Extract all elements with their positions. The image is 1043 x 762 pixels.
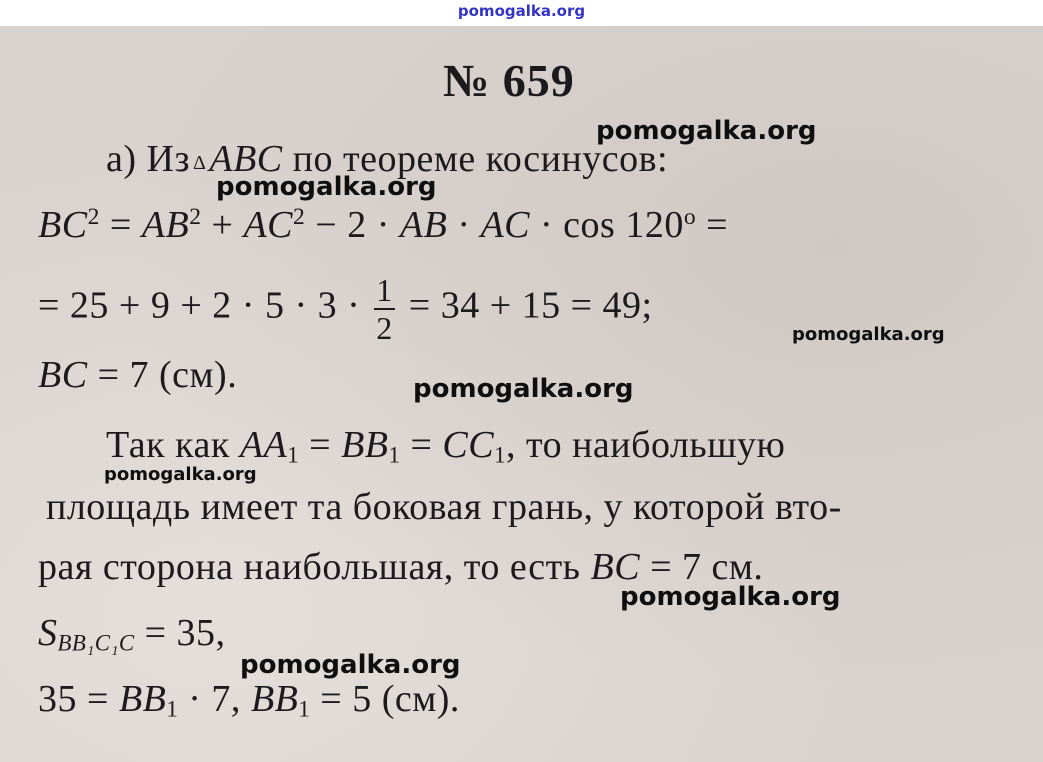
exp: 2 <box>87 204 100 231</box>
op: = <box>99 204 142 246</box>
text: , то наибольшую <box>505 424 786 466</box>
fraction-one-half <box>374 274 395 344</box>
op: = <box>696 204 729 246</box>
calc-left: = 25 + 9 + 2 · 5 · 3 · <box>38 284 361 327</box>
exp: 2 <box>189 204 202 231</box>
triangle-name: ABC <box>209 138 283 180</box>
subscript: 1 <box>287 442 300 468</box>
subscript: 1 <box>298 696 311 722</box>
subscript: 1 <box>388 442 401 468</box>
watermark: pomogalka.org <box>104 464 257 485</box>
watermark: pomogalka.org <box>792 324 945 345</box>
term-ab: AB <box>141 204 190 246</box>
intro-prefix: а) Из <box>106 138 190 180</box>
term-ac: AC <box>243 204 293 246</box>
line-bb1-result <box>38 680 460 721</box>
area-subscript: BB₁C₁C <box>57 630 135 656</box>
line-lateral-edges <box>106 426 785 467</box>
text: рая сторона наибольшая, то есть <box>38 546 591 588</box>
term-bb: BB <box>341 424 389 466</box>
term-aa: AA <box>239 424 288 466</box>
text: = 5 (см). <box>310 678 460 720</box>
calc-right: = 34 + 15 = 49; <box>408 284 653 327</box>
op: − 2 · <box>305 204 400 246</box>
text: 35 = <box>38 678 119 720</box>
degree: o <box>683 204 697 231</box>
subscript: 1 <box>166 696 179 722</box>
bc-value: = 7 (см). <box>87 354 238 396</box>
watermark: pomogalka.org <box>596 116 817 146</box>
term-ab: AB <box>399 204 448 246</box>
text: Так как <box>106 424 240 466</box>
area-symbol: S <box>38 612 58 654</box>
line-calculation <box>38 274 653 344</box>
line-area-value <box>38 614 226 655</box>
watermark: pomogalka.org <box>620 582 841 612</box>
triangle-symbol: Δ <box>192 152 207 174</box>
op: = <box>400 424 443 466</box>
area-value: = 35, <box>134 612 226 654</box>
fraction-numerator: 1 <box>376 272 393 308</box>
text: = 7 см. <box>640 546 764 588</box>
term-bc: BC <box>38 204 88 246</box>
watermark: pomogalka.org <box>216 172 437 202</box>
term-bc: BC <box>38 354 88 396</box>
term-bc: BC <box>590 546 641 588</box>
cos-term: · cos 120 <box>530 204 684 246</box>
op: · <box>447 204 481 246</box>
textbook-scan <box>0 26 1043 762</box>
fraction-denominator: 2 <box>376 310 393 346</box>
watermark: pomogalka.org <box>240 650 461 680</box>
op: + <box>201 204 244 246</box>
op: = <box>299 424 342 466</box>
watermark: pomogalka.org <box>413 374 634 404</box>
term-ac: AC <box>480 204 531 246</box>
line-bc-result <box>38 356 237 394</box>
problem-number: № 659 <box>443 55 575 106</box>
line-cosine-law <box>38 206 728 244</box>
exp: 2 <box>293 204 306 231</box>
line-largest-side <box>38 548 763 586</box>
term-bb: BB <box>250 678 299 720</box>
line-area-text: площадь имеет та боковая грань, у которой вто- <box>46 486 842 528</box>
term-bb: BB <box>118 678 167 720</box>
intro-rest: по теореме косинусов: <box>292 138 669 180</box>
site-header-watermark: pomogalka.org <box>457 2 586 20</box>
text: · 7, <box>178 678 251 720</box>
subscript: 1 <box>494 442 506 468</box>
term-cc: CC <box>442 424 495 466</box>
